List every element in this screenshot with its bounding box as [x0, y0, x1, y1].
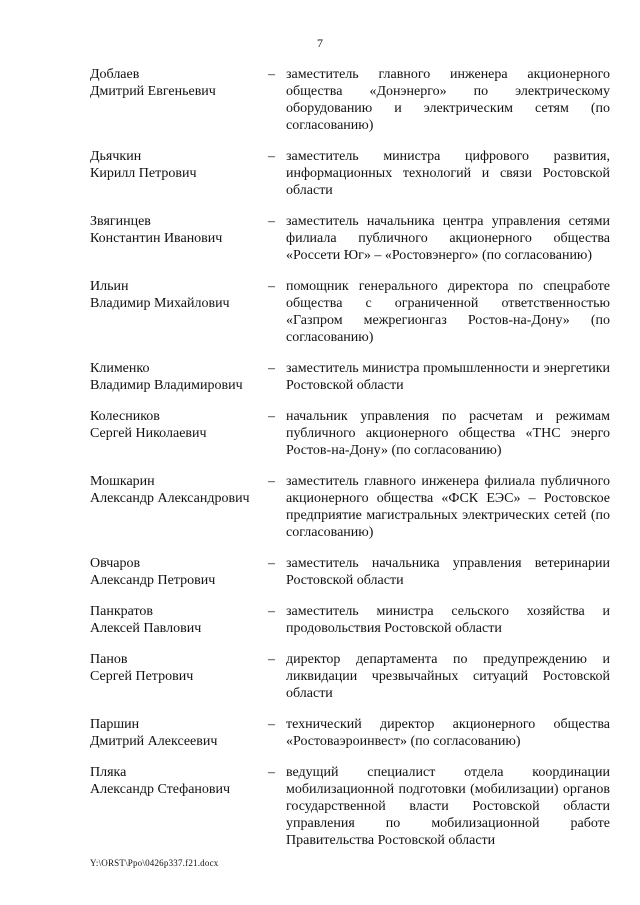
dash-separator: – — [268, 67, 275, 82]
member-name — [90, 473, 268, 507]
member-position: помощник генерального директора по спецработе общества с ограниченной ответственностью «Газпром межрегионгаз Ростов-на-Дону» (по согласованию) — [286, 279, 610, 345]
member-given-name: Сергей Николаевич — [90, 426, 207, 441]
member-name — [90, 66, 268, 100]
list-item — [90, 278, 610, 346]
member-surname: Панов — [90, 652, 128, 667]
dash-separator: – — [268, 717, 275, 732]
member-position: заместитель министра цифрового развития, информационных технологий и связи Ростовской области — [286, 149, 610, 198]
list-item — [90, 651, 610, 702]
dash-separator: – — [268, 214, 275, 229]
member-position: заместитель начальника управления ветеринарии Ростовской области — [286, 556, 610, 588]
dash-separator: – — [268, 652, 275, 667]
member-position: заместитель министра сельского хозяйства и продовольствия Ростовской области — [286, 604, 610, 636]
member-given-name: Сергей Петрович — [90, 669, 194, 684]
member-given-name: Дмитрий Алексеевич — [90, 734, 218, 749]
member-surname: Панкратов — [90, 604, 154, 619]
dash-separator: – — [268, 474, 275, 489]
member-name — [90, 716, 268, 750]
member-position: заместитель министра промышленности и энергетики Ростовской области — [286, 361, 610, 393]
member-position: директор департамента по предупреждению и ликвидации чрезвычайных ситуаций Ростовской области — [286, 652, 610, 701]
list-item — [90, 473, 610, 541]
member-surname: Мошкарин — [90, 474, 155, 489]
page-number: 7 — [317, 36, 323, 50]
dash-separator: – — [268, 409, 275, 424]
member-given-name: Александр Стефанович — [90, 782, 231, 797]
member-name — [90, 408, 268, 442]
member-list — [90, 66, 610, 849]
dash-separator: – — [268, 279, 275, 294]
member-position: заместитель главного инженера акционерного общества «Донэнерго» по электрическому оборудованию и электрическим сетям (по согласованию) — [286, 67, 610, 133]
member-surname: Ильин — [90, 279, 129, 294]
member-name — [90, 360, 268, 394]
list-item — [90, 603, 610, 637]
member-position: технический директор акционерного общества «Ростоваэроинвест» (по согласованию) — [286, 717, 610, 749]
member-surname: Звягинцев — [90, 214, 151, 229]
list-item — [90, 213, 610, 264]
member-given-name: Александр Петрович — [90, 573, 216, 588]
dash-separator: – — [268, 556, 275, 571]
list-item — [90, 408, 610, 459]
member-given-name: Алексей Павлович — [90, 621, 202, 636]
member-given-name: Александр Александрович — [90, 491, 250, 506]
member-position: заместитель начальника центра управления сетями филиала публичного акционерного общества «Россети Юг» – «Ростовэнерго» (по согласованию) — [286, 214, 610, 263]
member-name — [90, 148, 268, 182]
list-item — [90, 716, 610, 750]
member-surname: Паршин — [90, 717, 140, 732]
member-name — [90, 603, 268, 637]
member-surname: Дьячкин — [90, 149, 142, 164]
list-item — [90, 148, 610, 199]
member-surname: Пляка — [90, 765, 127, 780]
member-given-name: Константин Иванович — [90, 231, 223, 246]
member-given-name: Владимир Михайлович — [90, 296, 230, 311]
dash-separator: – — [268, 149, 275, 164]
file-path-footer: Y:\ORST\Ppo\0426p337.f21.docx — [90, 858, 219, 868]
member-name — [90, 213, 268, 247]
member-name — [90, 764, 268, 798]
member-given-name: Владимир Владимирович — [90, 378, 243, 393]
member-position: заместитель главного инженера филиала публичного акционерного общества «ФСК ЕЭС» – Ростовское предприятие магистральных электрических сетей (по согласованию) — [286, 474, 610, 540]
list-item — [90, 555, 610, 589]
member-given-name: Кирилл Петрович — [90, 166, 197, 181]
member-surname: Клименко — [90, 361, 150, 376]
list-item — [90, 764, 610, 849]
member-surname: Овчаров — [90, 556, 141, 571]
dash-separator: – — [268, 361, 275, 376]
member-position: ведущий специалист отдела координации мобилизационной подготовки (мобилизации) органов государственной власти Ростовской области управления по мобилизационной работе Правительства Ростовской области — [286, 765, 610, 848]
member-name — [90, 278, 268, 312]
member-position: начальник управления по расчетам и режимам публичного акционерного общества «ТНС энерго Ростов-на-Дону» (по согласованию) — [286, 409, 610, 458]
dash-separator: – — [268, 604, 275, 619]
member-given-name: Дмитрий Евгеньевич — [90, 84, 216, 99]
member-name — [90, 651, 268, 685]
dash-separator: – — [268, 765, 275, 780]
list-item — [90, 66, 610, 134]
list-item — [90, 360, 610, 394]
member-surname: Колесников — [90, 409, 160, 424]
member-surname: Доблаев — [90, 67, 140, 82]
member-name — [90, 555, 268, 589]
